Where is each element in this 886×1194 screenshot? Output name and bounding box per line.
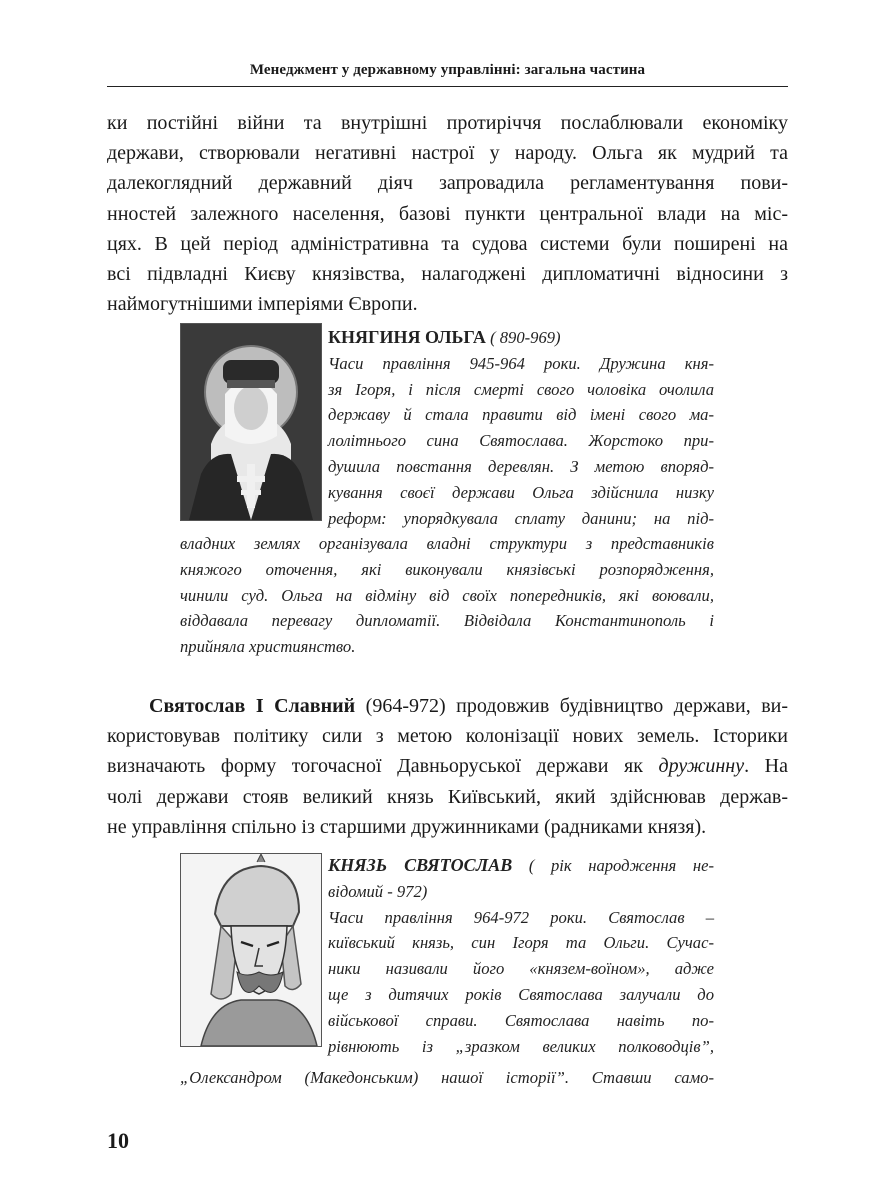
svyatoslav-portrait (180, 853, 322, 1047)
bio-line: лолітнього сина Святослава. Жорстоко при- (328, 431, 714, 451)
svyatoslav-bio (328, 853, 714, 1059)
bio-line: владних землях організувала владні структури з представників (180, 534, 714, 553)
paragraph-line: цях. В цей період адміністративна та судова системи були поширені на (107, 232, 788, 255)
bio-line: військової справи. Святослава навіть по- (328, 1010, 714, 1030)
olga-bio-continued (180, 531, 714, 660)
paragraph-line (107, 751, 788, 781)
svyatoslav-name: КНЯЗЬ СВЯТОСЛАВ (328, 855, 513, 875)
svyatoslav-bio-continued (180, 1065, 714, 1091)
paragraph-line: користовував політику сили з метою колонізації нових земель. Історики (107, 725, 788, 748)
bio-line: ники називали його «князем-воїном», адже (328, 959, 714, 979)
svyatoslav-paragraph (107, 691, 788, 842)
bio-line: реформ: упорядкувала сплату данини; на під- (328, 508, 714, 528)
bio-line: „Олександром (Македонським) нашої історії”. Ставши само- (180, 1068, 714, 1087)
bio-line: княжого оточення, які виконували князівські розпорядження, (180, 559, 714, 579)
bio-line: зя Ігоря, і після смерті свого чоловіка очолила (328, 379, 714, 399)
page-number: 10 (107, 1128, 129, 1153)
emphasis-term: дружинну (658, 755, 745, 778)
paragraph-line: не управління спільно із старшими дружинниками (радниками князя). (107, 815, 707, 838)
bio-line: ще з дитячих років Святослава залучали до (328, 984, 714, 1004)
svyatoslav-heading (328, 853, 714, 879)
paragraph-line: держави, створювали негативні настрої у народу. Ольга як мудрий та (107, 142, 788, 165)
paragraph-line: ки постійні війни та внутрішні протиріччя послаблювали економіку (107, 112, 788, 134)
bio-line: Часи правління 945-964 роки. Дружина кня- (328, 353, 714, 373)
paragraph-line: нностей залежного населення, базові пункти центральної влади на міс- (107, 202, 788, 225)
bio-line: Часи правління 964-972 роки. Святослав – (328, 907, 714, 927)
olga-years: ( 890-969) (485, 328, 561, 347)
paragraph-line: далекоглядний державний діяч запровадила регламентування пови- (107, 172, 788, 195)
bio-line: кування своєї держави Ольга здійснила низку (328, 482, 714, 502)
olga-name: КНЯГИНЯ ОЛЬГА (328, 327, 486, 347)
olga-portrait (180, 323, 322, 521)
bio-line: відомий - 972) (328, 881, 428, 901)
paragraph-line: всі підвладні Києву князівства, налагоджені дипломатичні відносини з (107, 263, 788, 286)
bio-line: віддавала перевагу дипломатії. Відвідала Константинополь і (180, 611, 714, 631)
olga-bio (328, 325, 714, 531)
svyatoslav-name-bold: Святослав І Славний (149, 695, 356, 717)
olga-heading (328, 325, 714, 351)
running-header: Менеджмент у державному управлінні: загальна частина (249, 62, 646, 78)
svyatoslav-years: ( рік народження не- (512, 856, 714, 875)
bio-line: державу й стала правити від імені свого ма- (328, 405, 714, 425)
paragraph-text: визначають форму тогочасної Давньоруської держави як (107, 755, 659, 778)
paragraph-line: наймогутнішими імперіями Європи. (107, 293, 418, 316)
bio-line: рівнюють із „зразком великих полководців”, (328, 1036, 714, 1056)
bio-line: душила повстання деревлян. З метою впоряд- (328, 456, 714, 476)
bio-line: чинили суд. Ольга на відміну від своїх попередників, які воювали, (180, 585, 714, 605)
bio-line: прийняла християнство. (180, 637, 356, 657)
paragraph-line (107, 691, 788, 721)
paragraph-line: чолі держави стояв великий князь Київський, який здійснював держав- (107, 785, 788, 808)
intro-paragraph (107, 108, 788, 319)
bio-line: київський князь, син Ігоря та Ольги. Сучас- (328, 933, 714, 953)
paragraph-text: . На (744, 755, 788, 778)
header-rule (107, 86, 788, 87)
paragraph-text: (964-972) продовжив будівництво держави, ви- (355, 695, 789, 717)
